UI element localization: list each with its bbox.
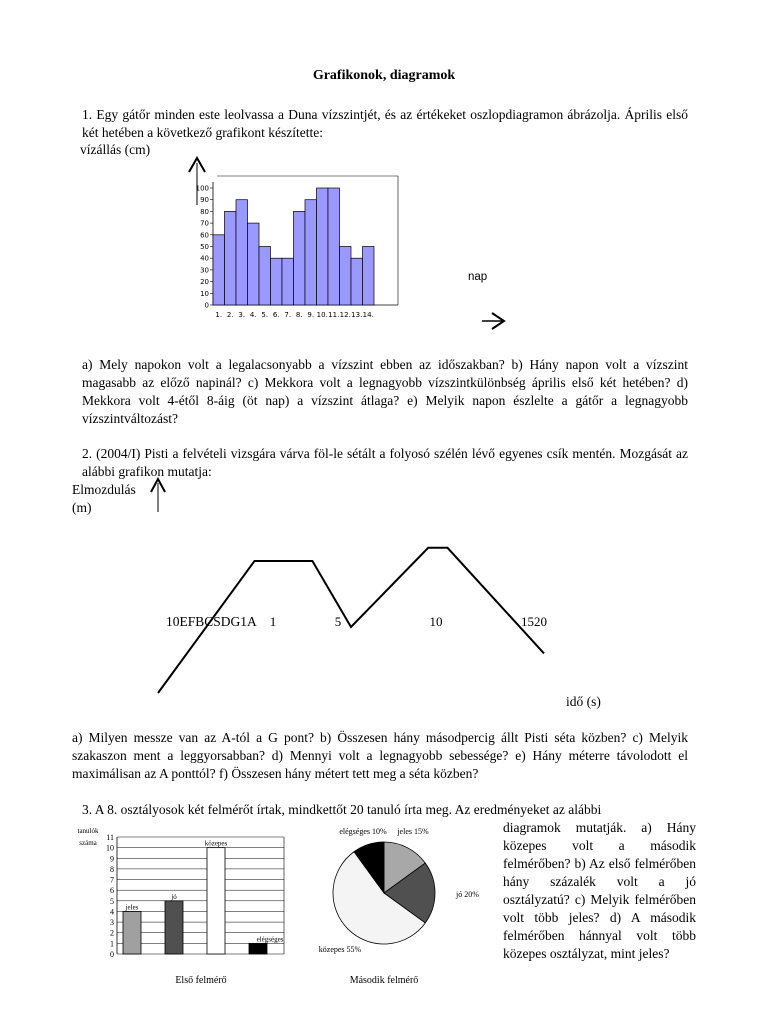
q1-ylabel: vízállás (cm) [80,142,151,157]
y-tick-label: 7 [110,875,114,885]
bar [317,188,329,305]
x-tick-label: 3. [238,311,246,319]
q2-ylabel-line1: Elmozdulás [72,482,136,497]
y-tick-label: 100 [195,184,209,193]
q3-intro: 3. A 8. osztályosok két felmérőt írtak, mindkettőt 20 tanuló írta meg. Az eredményeket az alábbi [82,802,602,817]
q2-xlabel: idő (s) [566,694,601,709]
x-tick-label: 13. [351,311,363,319]
bar [165,901,183,954]
q3-side-text: diagramok mutatják. a) Hány közepes volt a második felmérőben? b) Az első felmérőben hány százalék volt a jó osztályzatú? c) Melyik felmérőben volt több jeles? d) A második felmérőben hánnyal volt több közepes osztályzat, mint jeles? [503,820,696,961]
y-tick-label: 10 [200,289,209,298]
x-tick-label: 10 [429,614,443,629]
x-tick-label: 2. [226,311,234,319]
pie-label: elégséges 10% [339,827,387,836]
x-tick-label: 9. [307,311,315,319]
x-tick-label: 5 [334,614,342,629]
bar [123,911,141,954]
bar-label: közepes [204,839,228,848]
pie-label: közepes 55% [318,945,362,954]
q1-intro: 1. Egy gátőr minden este leolvassa a Duna vízszintjét, és az értékeket oszlopdiagramon ábrázolja. Április első két hetében a következő grafikont készítette: [82,107,688,140]
y-tick-label: 0 [110,950,114,959]
y-tick-label: 3 [110,918,114,928]
second-test-pie-chart [319,827,479,986]
y-tick-label: 8 [110,864,114,874]
y-axis-label-line1: tanulók [77,827,99,835]
y-tick-label: 4 [110,907,114,917]
bar [294,211,306,305]
y-tick-label: 60 [200,231,209,240]
bar [271,258,283,305]
y-tick-label: 2 [110,928,114,938]
q2-up-arrow [151,479,165,512]
y-tick-label: 0 [204,301,209,310]
bar [305,200,317,305]
bar-label: elégséges [256,935,284,944]
x-tick-label: 1 [269,614,277,629]
bar [282,258,294,305]
bar [340,247,352,306]
y-tick-label: 80 [200,207,209,216]
bar [259,247,271,306]
y-axis-label-line2: száma [79,839,97,847]
x-tick-label: 11. [328,311,340,319]
first-test-bar-chart [78,827,285,986]
x-tick-label: 10. [316,311,328,319]
q1-xlabel: nap [468,271,488,283]
q2-overlay-label: 10EFBCSDG1A [166,614,257,629]
q1-questions: a) Mely napokon volt a legalacsonyabb a vízszint ebben az időszakban? b) Hány napon volt a vízszint magasabb az előző napinál? c) Mekkora volt a legnagyobb vízszintkülönbség április első két hetében? d) Mekkora volt 4-étől 8-áig (öt nap) a vízszint átlaga? e) Melyik napon észlelte a gátőr a legnagyobb vízszintváltozást? [82,357,688,426]
bar [363,247,375,306]
bar [249,943,267,954]
y-tick-label: 40 [200,254,209,263]
y-tick-label: 50 [200,243,209,251]
y-tick-label: 30 [200,266,209,275]
y-tick-label: 1 [110,939,114,949]
x-tick-label: 7. [284,311,292,319]
bar-label: jeles [125,903,139,912]
y-tick-label: 20 [200,278,209,287]
x-axis-label: Második felmérő [349,975,419,986]
x-tick-label: 4. [249,311,257,319]
bar [328,188,340,305]
bar [207,848,225,954]
pie-label: jó 20% [456,890,479,899]
water-level-bar-chart [196,176,398,319]
x-tick-label: 6. [272,311,280,319]
q2-questions: a) Milyen messze van az A-tól a G pont? b) Összesen hány másodpercig állt Pisti séta közben? c) Melyik szakaszon ment a leggyorsabban? d) Mennyi volt a legnagyobb sebessége? e) Hány méterre távolodott el maximálisan az A ponttól? f) Összesen hány métert tett meg a séta közben? [72,730,688,781]
y-tick-label: 9 [110,854,114,864]
bar [213,235,225,305]
y-tick-label: 6 [110,886,114,896]
y-tick-label: 5 [110,896,114,906]
q1-right-arrow [482,313,504,329]
pie-label: jeles 15% [397,827,429,836]
x-tick-label: 5. [261,311,269,319]
q2-intro: 2. (2004/I) Pisti a felvételi vizsgára várva föl-le sétált a folyosó szélén lévő egyenes csík mentén. Mozgását az alábbi grafikon mutatja: [82,446,688,479]
y-tick-label: 10 [106,843,114,853]
bar-label: jó [171,892,177,901]
bar [351,258,363,305]
x-tick-label: 8. [295,311,303,319]
page-title: Grafikonok, diagramok [312,68,456,83]
bar [248,223,260,305]
x-tick-label: 12. [339,311,351,319]
x-tick-label: 1520 [521,614,547,629]
x-axis-label: Első felmérő [175,975,227,986]
y-tick-label: 70 [200,219,209,228]
x-tick-label: 14. [362,311,374,319]
x-tick-label: 1. [215,311,223,319]
bar [225,211,237,305]
q2-ylabel-line2: (m) [72,500,92,515]
y-tick-label: 11 [106,833,114,842]
y-tick-label: 90 [200,196,209,205]
bar [236,200,248,305]
